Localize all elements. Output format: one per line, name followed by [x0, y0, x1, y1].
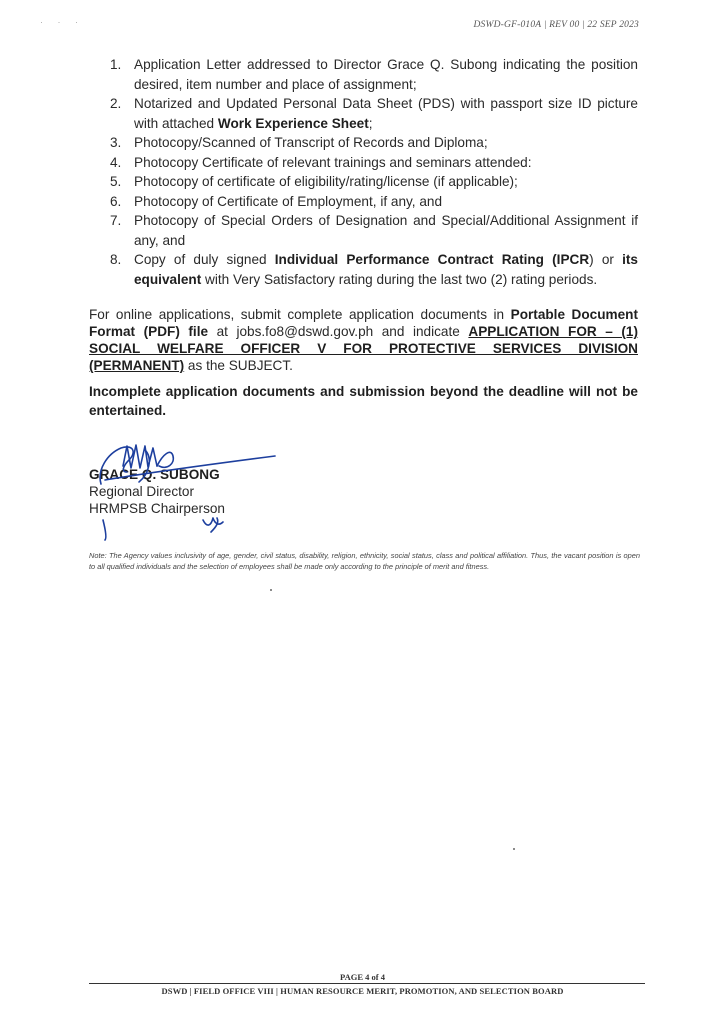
scan-artifact: · · ·	[40, 17, 84, 27]
list-item: 4. Photocopy Certificate of relevant trainings and seminars attended:	[110, 154, 532, 170]
inclusivity-note: Note: The Agency values inclusivity of age, gender, civil status, disability, religion, ethnicity, social status, class and political affiliation. Thus, the vacant position is open to all qualified individuals and the selection of employees shall be made only according to the principle of merit and fitness.	[89, 551, 640, 571]
list-item: 2. Notarized and Updated Personal Data Sheet (PDS) with passport size ID picture with attached Work Experience Sheet;	[110, 96, 638, 131]
footer-organization: DSWD | FIELD OFFICE VIII | HUMAN RESOURCE MERIT, PROMOTION, AND SELECTION BOARD	[161, 986, 564, 996]
document-code: DSWD-GF-010A | REV 00 | 22 SEP 2023	[473, 20, 639, 30]
list-item: 5. Photocopy of certificate of eligibility/rating/license (if applicable);	[110, 174, 518, 189]
signatory-name: GRACE Q. SUBONG	[89, 467, 220, 482]
page-number: PAGE 4 of 4	[340, 972, 385, 982]
deadline-warning: Incomplete application documents and submission beyond the deadline will not be entertained.	[89, 384, 638, 418]
footer-divider	[89, 983, 645, 984]
list-item: 7. Photocopy of Special Orders of Designation and Special/Additional Assignment if any, and	[110, 213, 638, 248]
scan-speck	[270, 589, 272, 591]
email-subject-line: APPLICATION FOR – (1) SOCIAL WELFARE OFFICER V FOR PROTECTIVE SERVICES DIVISION (PERMANENT)	[89, 324, 639, 373]
signatory-title: Regional Director	[89, 484, 195, 499]
online-application-instructions: For online applications, submit complete application documents in Portable Document Format (PDF) file at jobs.fo8@dswd.gov.ph and indicate APPLICATION FOR – (1) SOCIAL WELFARE OFFICER V FOR PROTECTIVE SERVICES DIVISION (PERMANENT) as the SUBJECT.	[89, 307, 639, 373]
scan-speck	[513, 848, 515, 850]
list-item: 8. Copy of duly signed Individual Performance Contract Rating (IPCR) or its equivalent with Very Satisfactory rating during the last two (2) rating periods.	[110, 252, 638, 287]
handwritten-signature	[93, 442, 283, 542]
requirements-list	[106, 55, 638, 289]
list-item: 1. Application Letter addressed to Director Grace Q. Subong indicating the position desired, item number and place of assignment;	[110, 57, 638, 92]
list-item: 6. Photocopy of Certificate of Employment, if any, and	[110, 193, 443, 209]
signatory-role: HRMPSB Chairperson	[89, 501, 225, 516]
list-item: 3. Photocopy/Scanned of Transcript of Records and Diploma;	[110, 135, 488, 150]
